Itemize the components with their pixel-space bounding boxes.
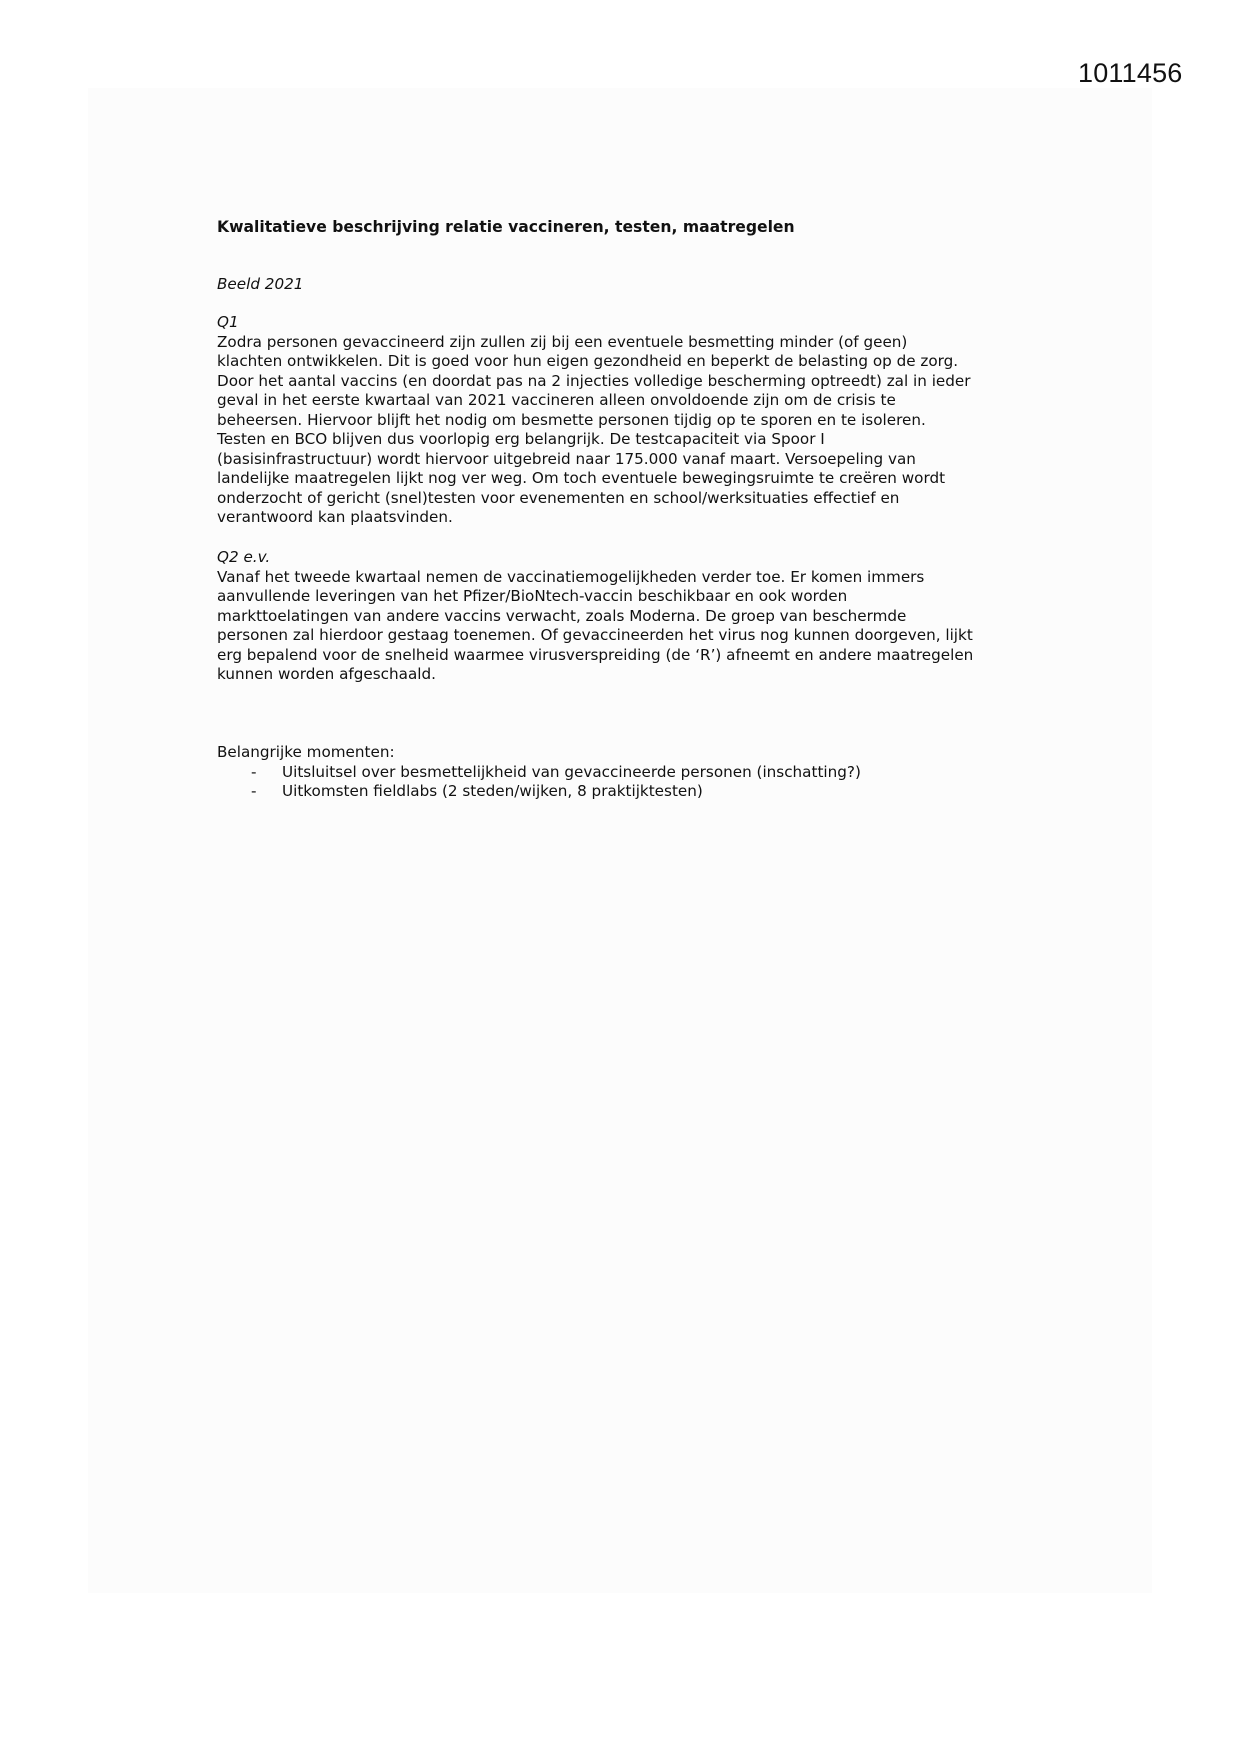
section-label: Q1 (217, 313, 239, 331)
paragraph-line: Door het aantal vaccins (en doordat pas na 2 injecties volledige bescherming optreedt) zal in ieder (217, 371, 971, 390)
document-title: Kwalitatieve beschrijving relatie vaccineren, testen, maatregelen (217, 218, 795, 236)
paragraph-line: landelijke maatregelen lijkt nog ver weg. Om toch eventuele bewegingsruimte te creëren wordt (217, 469, 946, 487)
paragraph-line: Testen en BCO blijven dus voorlopig erg belangrijk. De testcapaciteit via Spoor I (217, 430, 825, 448)
paragraph-line: markttoelatingen van andere vaccins verwacht, zoals Moderna. De groep van beschermde (217, 606, 907, 625)
section-q2 (217, 548, 1037, 685)
paragraph-line: klachten ontwikkelen. Dit is goed voor hun eigen gezondheid en beperkt de belasting op de zorg. (217, 352, 959, 370)
paragraph-line: (basisinfrastructuur) wordt hiervoor uitgebreid naar 175.000 vanaf maart. Versoepeling van (217, 449, 916, 468)
list-item-text: Uitkomsten fieldlabs (2 steden/wijken, 8 praktijktesten) (282, 782, 703, 800)
paragraph-line: erg bepalend voor de snelheid waarmee virusverspreiding (de ‘R’) afneemt en andere maatregelen (217, 645, 974, 664)
paragraph-line: verantwoord kan plaatsvinden. (217, 508, 453, 526)
paragraph-line: geval in het eerste kwartaal van 2021 vaccineren alleen onvoldoende zijn om de crisis te (217, 391, 896, 409)
paragraph-line: Vanaf het tweede kwartaal nemen de vaccinatiemogelijkheden verder toe. Er komen immers (217, 567, 925, 586)
moments-list (217, 763, 1037, 802)
paragraph-line: kunnen worden afgeschaald. (217, 665, 436, 683)
section-q1 (217, 313, 1037, 528)
list-item (217, 763, 1037, 783)
paragraph-line: Zodra personen gevaccineerd zijn zullen zij bij een eventuele besmetting minder (of geen) (217, 332, 908, 351)
paragraph-line: onderzocht of gericht (snel)testen voor evenementen en school/werksituaties effectief en (217, 488, 900, 507)
section-label: Q2 e.v. (217, 548, 271, 566)
list-item-text: Uitsluitsel over besmettelijkheid van gevaccineerde personen (inschatting?) (282, 762, 861, 781)
paragraph-line: personen zal hierdoor gestaag toenemen. Of gevaccineerden het virus nog kunnen doorgeven, lijkt (217, 626, 973, 644)
list-item (217, 782, 1037, 802)
moments-heading: Belangrijke momenten: (217, 743, 395, 761)
paragraph-line: aanvullende leveringen van het Pfizer/BioNtech-vaccin beschikbaar en ook worden (217, 587, 848, 605)
document-id: 1011456 (1078, 58, 1183, 88)
document-subtitle: Beeld 2021 (217, 275, 304, 293)
important-moments (217, 743, 1037, 802)
paragraph-line: beheersen. Hiervoor blijft het nodig om besmette personen tijdig op te sporen en te isoleren. (217, 410, 926, 429)
dash-bullet-icon: - (251, 782, 257, 800)
dash-bullet-icon: - (251, 762, 257, 781)
